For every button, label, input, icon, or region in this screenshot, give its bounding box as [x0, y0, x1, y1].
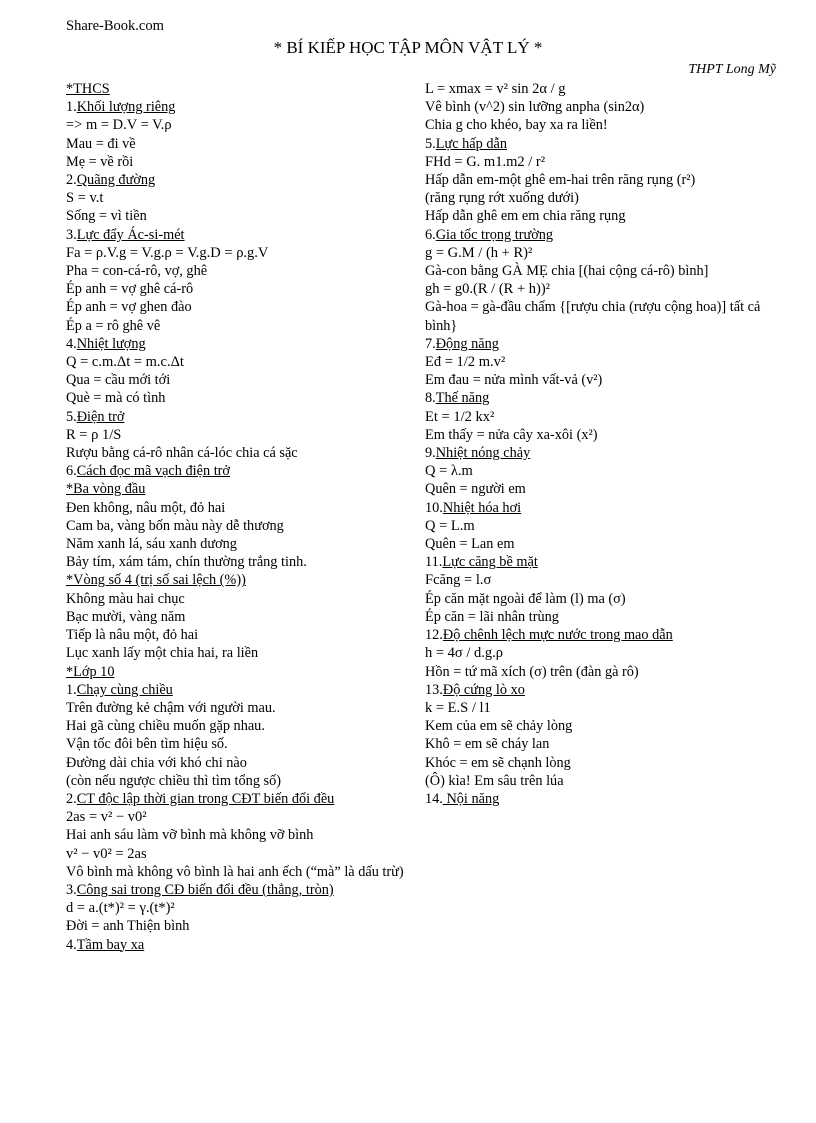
formula: S = v.t: [66, 190, 104, 207]
section-title: Động năng: [435, 335, 499, 352]
section-title: Độ chênh lệch mực nước trong mao dẫn: [442, 627, 673, 644]
note-line: Rượu bằng cá-rô nhân cá-lóc chia cá sặc: [66, 445, 298, 462]
section-number: 11.: [425, 554, 443, 571]
note-line: Mau = đi về: [66, 135, 136, 152]
note-line: Vê bình (v^2) sin lưỡng anpha (sin2α): [425, 99, 645, 116]
formula: g = G.M / (h + R)²: [425, 244, 533, 261]
section-number: 1.: [66, 681, 77, 698]
note-line: Vận tốc đôi bên tìm hiệu số.: [66, 736, 228, 753]
formula: Q = c.m.Δt = m.c.Δt: [66, 354, 184, 371]
section-heading: [425, 790, 777, 808]
right-column: [425, 80, 777, 808]
section-title: CT độc lập thời gian trong CĐT biến đổi đều: [76, 790, 335, 807]
formula: Q = L.m: [425, 517, 475, 534]
section-heading: [425, 135, 777, 153]
section-heading: [66, 171, 422, 189]
note-line: Vô bình mà không vô bình là hai anh ếch (“mà” là dấu trừ): [66, 863, 404, 880]
section-heading: [425, 626, 777, 644]
formula: R = ρ 1/S: [66, 426, 122, 443]
section-number: 10.: [425, 499, 443, 516]
note-line: Khô = em sẽ cháy lan: [425, 736, 550, 753]
formula: Fa = ρ.V.g = V.g.ρ = V.g.D = ρ.g.V: [66, 244, 269, 261]
note-line: Què = mà có tình: [66, 390, 166, 407]
section-number: 14.: [425, 790, 443, 807]
section-number: 4.: [66, 936, 77, 953]
note-line: (Ô) kìa! Em sâu trên lúa: [425, 772, 564, 789]
section-number: 12.: [425, 627, 443, 644]
note-line: Lục xanh lấy một chia hai, ra liền: [66, 645, 259, 662]
section-number: 5.: [425, 135, 436, 152]
section-title: Cách đọc mã vạch điện trở: [76, 463, 230, 480]
section-heading: [66, 462, 422, 480]
section-heading: [66, 335, 422, 353]
section-title: Lực hấp dẫn: [435, 135, 507, 152]
note-line: Em đau = nửa mình vất-vả (v²): [425, 372, 603, 389]
left-column: [66, 80, 422, 954]
section-heading: [425, 499, 777, 517]
section-heading: [425, 226, 777, 244]
formula: v² − v0² = 2as: [66, 845, 147, 862]
section-number: 2.: [66, 790, 77, 807]
note-line: Ép anh = vợ ghen đào: [66, 299, 192, 316]
formula: Q = λ.m: [425, 463, 473, 480]
note-line: Hấp dẫn em-một ghê em-hai trên răng rụng (r²): [425, 172, 696, 189]
section-title: Nội năng: [442, 790, 500, 807]
note-line: Gà-con bằng GÀ MẸ chia [(hai cộng cá-rô) bình]: [425, 263, 709, 280]
note-line: Em thấy = nửa cây xa-xôi (x²): [425, 426, 598, 443]
note-line: Năm xanh lá, sáu xanh dương: [66, 536, 237, 553]
section-number: 3.: [66, 881, 77, 898]
group-heading: *Vòng số 4 (trị số sai lệch (%)): [66, 572, 246, 589]
note-line: Bảy tím, xám tám, chín thường trắng tinh.: [66, 554, 307, 571]
section-heading: [66, 408, 422, 426]
section-number: 6.: [425, 226, 436, 243]
section-heading: [425, 389, 777, 407]
section-number: 4.: [66, 335, 77, 352]
note-line: Ép căn mặt ngoài để làm (l) ma (σ): [425, 590, 626, 607]
group-heading: *Ba vòng đầu: [66, 481, 146, 498]
page-title: * BÍ KIẾP HỌC TẬP MÔN VẬT LÝ *: [273, 38, 543, 57]
section-title: Lực căng bề mặt: [442, 554, 538, 571]
section-number: 9.: [425, 445, 436, 462]
note-line: Cam ba, vàng bốn màu này dễ thương: [66, 517, 284, 534]
note-line: Chia g cho khéo, bay xa ra liền!: [425, 117, 608, 134]
section-heading: [425, 681, 777, 699]
section-title: Chạy cùng chiều: [76, 681, 173, 698]
formula: => m = D.V = V.ρ: [66, 117, 172, 134]
note-line: Đen không, nâu một, đỏ hai: [66, 499, 226, 516]
formula: h = 4σ / d.g.ρ: [425, 645, 504, 662]
section-title: Quãng đường: [76, 172, 156, 189]
note-line: Ép anh = vợ ghê cá-rô: [66, 281, 194, 298]
note-line: Gà-hoa = gà-đầu chấm {[rượu chia (rượu cộng hoa)] tất cả bình}: [425, 299, 761, 334]
site-name: Share-Book.com: [66, 18, 164, 34]
section-title: Gia tốc trọng trường: [435, 226, 554, 243]
section-title: Nhiệt nóng chảy: [435, 445, 531, 462]
section-heading: [66, 881, 422, 899]
formula: Fcăng = l.σ: [425, 572, 492, 589]
section-number: 13.: [425, 681, 443, 698]
note-line: (còn nếu ngược chiều thì tìm tổng số): [66, 772, 282, 789]
section-number: 7.: [425, 335, 436, 352]
note-line: Khóc = em sẽ chạnh lòng: [425, 754, 571, 771]
formula: 2as = v² − v0²: [66, 809, 147, 826]
formula: L = xmax = v² sin 2α / g: [425, 81, 566, 97]
note-line: Hấp dẫn ghê em em chia răng rụng: [425, 208, 626, 225]
section-heading: [66, 98, 422, 116]
section-title: Lực đẩy Ác-si-mét: [76, 226, 185, 243]
note-line: Tiếp là nâu một, đỏ hai: [66, 627, 199, 644]
section-title: Khối lượng riêng: [76, 99, 176, 116]
section-title: Nhiệt lượng: [76, 335, 146, 352]
section-heading: [66, 936, 422, 954]
note-line: (răng rụng rớt xuống dưới): [425, 190, 579, 207]
section-number: 2.: [66, 172, 77, 189]
note-line: Đời = anh Thiện bình: [66, 918, 190, 935]
note-line: Hồn = tứ mã xích (σ) trên (đàn gà rô): [425, 663, 639, 680]
group-heading: *Lớp 10: [66, 663, 115, 680]
note-line: Quên = Lan em: [425, 536, 515, 553]
formula: Eđ = 1/2 m.v²: [425, 354, 506, 371]
formula: FHd = G. m1.m2 / r²: [425, 153, 546, 170]
section-heading: [425, 444, 777, 462]
formula: Et = 1/2 kx²: [425, 408, 495, 425]
group-heading: *THCS: [66, 81, 110, 97]
section-title: Công sai trong CĐ biến đổi đều (thẳng, tròn): [76, 881, 334, 898]
note-line: Qua = cầu mới tới: [66, 372, 171, 389]
note-line: Hai gã cùng chiều muốn gặp nhau.: [66, 718, 265, 735]
section-title: Độ cứng lò xo: [442, 681, 525, 698]
note-line: Mẹ = về rồi: [66, 153, 134, 170]
note-line: Hai anh sáu làm vỡ bình mà không vỡ bình: [66, 827, 314, 844]
school-name: THPT Long Mỹ: [688, 62, 776, 77]
section-number: 1.: [66, 99, 77, 116]
note-line: Pha = con-cá-rô, vợ, ghê: [66, 263, 208, 280]
note-line: Đường dài chia với khó chi nào: [66, 754, 247, 771]
formula: d = a.(t*)² = γ.(t*)²: [66, 900, 175, 917]
formula: k = E.S / l1: [425, 699, 491, 716]
section-number: 5.: [66, 408, 77, 425]
section-title: Tầm bay xa: [76, 936, 145, 953]
section-heading: [66, 681, 422, 699]
note-line: Bạc mười, vàng năm: [66, 608, 186, 625]
note-line: Trên đường kẻ chậm với người mau.: [66, 699, 276, 716]
section-heading: [66, 790, 422, 808]
note-line: Quên = người em: [425, 481, 526, 498]
section-title: Điện trở: [76, 408, 125, 425]
note-line: Ép căn = lãi nhân trùng: [425, 608, 559, 625]
section-number: 8.: [425, 390, 436, 407]
section-number: 6.: [66, 463, 77, 480]
formula: gh = g0.(R / (R + h))²: [425, 281, 551, 298]
note-line: Kem của em sẽ chảy lòng: [425, 718, 573, 735]
section-heading: [425, 335, 777, 353]
note-line: Ép a = rô ghê vê: [66, 317, 161, 334]
note-line: Sống = vì tiền: [66, 208, 147, 225]
section-title: Thế năng: [435, 390, 490, 407]
section-heading: [425, 553, 777, 571]
note-line: Không màu hai chục: [66, 590, 185, 607]
section-number: 3.: [66, 226, 77, 243]
section-heading: [66, 226, 422, 244]
section-title: Nhiệt hóa hơi: [442, 499, 522, 516]
